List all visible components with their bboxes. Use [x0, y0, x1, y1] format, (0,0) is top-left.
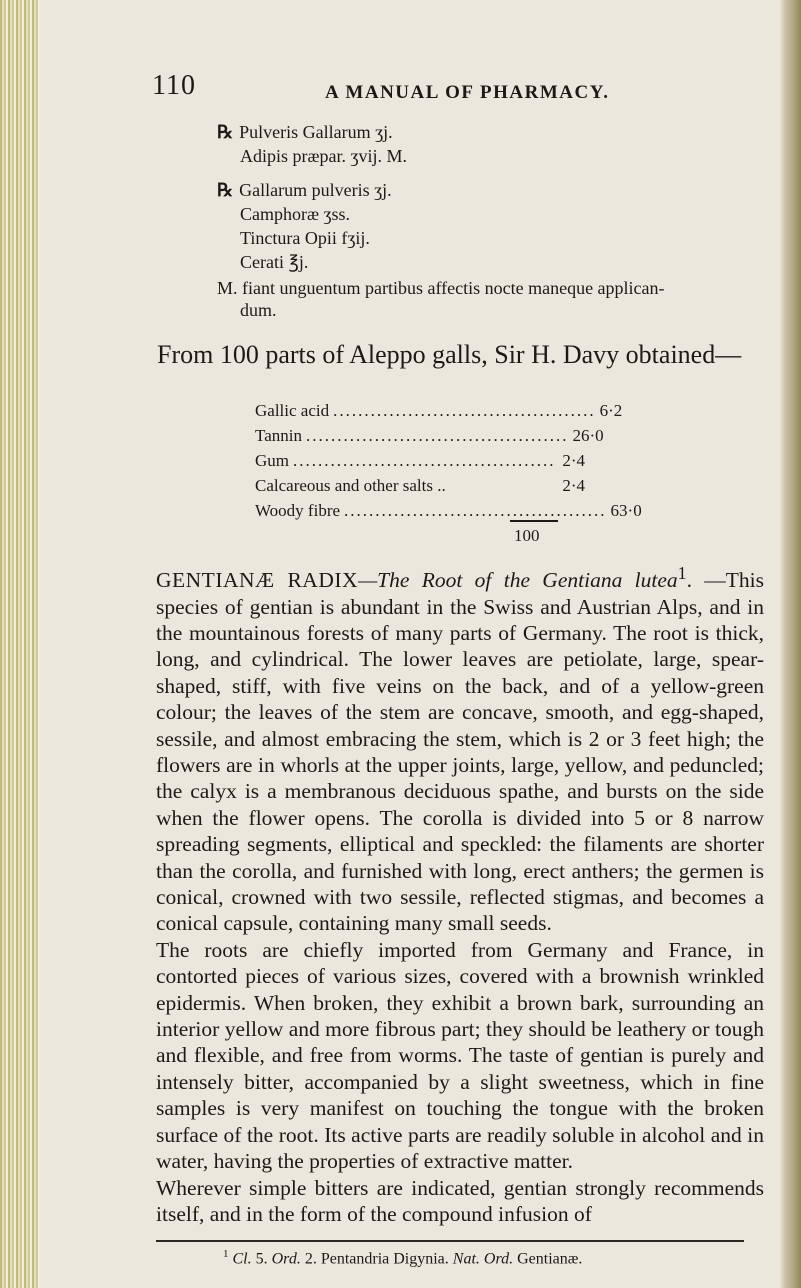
article-body — [156, 560, 764, 1227]
prescription-2-line-3: Tinctura Opii fʒij. — [240, 228, 370, 248]
footnote-mark: 1 — [223, 1248, 229, 1260]
table-row: Calcareous and other salts .. 2·4 — [255, 475, 585, 495]
prescription-2-directions: M. fiant unguentum partibus affectis nocte maneque applican- — [217, 278, 665, 298]
running-title: A MANUAL OF PHARMACY. — [325, 82, 610, 103]
recipe-symbol: ℞ — [217, 122, 234, 142]
prescription-1-line-1: ℞ Pulveris Gallarum ʒj. — [217, 122, 393, 142]
binding-gutter-left — [0, 0, 40, 1288]
footnote-rule — [156, 1240, 744, 1242]
analysis-table — [255, 398, 642, 523]
total-rule — [510, 520, 558, 522]
analysis-total: 100 — [514, 526, 540, 545]
table-row: Gum .......................................... 2·4 — [255, 450, 585, 470]
article-paragraph-2: The roots are chiefly imported from Germany and France, in contorted pieces of various sizes, covered with a brownish wrinkled epidermis. When broken, they exhibit a brown bark, surrounding an interior yellow and more fibrous part; they should be leathery or tough and flexible, and free from worms. The taste of gentian is purely and intensely bitter, accompanied by a slight sweetness, which in fine samples is very manifest on touching the tongue with the broken surface of the root. Its active parts are readily soluble in alcohol and in water, having the properties of extractive matter. — [156, 937, 764, 1174]
table-row: Gallic acid .......................................... 6·2 — [255, 400, 623, 420]
prescription-2-line-4: Cerati ℥j. — [240, 252, 309, 272]
article-paragraph-3: Wherever simple bitters are indicated, gentian strongly recommends itself, and in the form of the compound infusion of — [156, 1175, 764, 1226]
page-number: 110 — [152, 70, 196, 101]
recipe-symbol: ℞ — [217, 180, 234, 200]
prescription-2-line-2: Camphoræ ʒss. — [240, 204, 350, 224]
table-row: Tannin .......................................... 26·0 — [255, 425, 604, 445]
table-row: Woody fibre .......................................... 63·0 — [255, 500, 642, 520]
footnote: $^1$ Cl. 5. Ord. 2. Pentandria Digynia. Nat. Ord. Gentianæ. — [223, 1248, 583, 1268]
footnote-ref: 1 — [677, 563, 687, 583]
article-paragraph-1: GENTIANÆ RADIX—The Root of the Gentiana lutea$^1$. —This species of gentian is abundant in the Swiss and Austrian Alps, and in the mountainous forests of many parts of Germany. The root is thick, long, and cylindrical. The lower leaves are petiolate, large, spear-shaped, stiff, with five veins on the back, and of a yellow-green colour; the leaves of the stem are concave, smooth, and egg-shaped, sessile, and almost embracing the stem, which is 2 or 3 feet high; the flowers are in whorls at the upper joints, large, yellow, and peduncled; the calyx is a membranous deciduous spathe, and bursts on the side when the flower opens. The corolla is divided into 5 or 8 narrow spreading segments, elliptical and speckled: the filaments are shorter than the corolla, and furnished with long, erect anthers; the germen is conical, crowned with two sessile, reflected stigmas, and becomes a conical capsule, containing many small seeds. — [156, 563, 765, 936]
analysis-heading: From 100 parts of Aleppo galls, Sir H. Davy obtained— — [157, 340, 742, 369]
book-page — [40, 0, 779, 1288]
prescription-1-line-2: Adipis præpar. ʒvij. M. — [240, 146, 407, 166]
prescription-2-line-1: ℞ Gallarum pulveris ʒj. — [217, 180, 392, 200]
prescription-2-directions-end: dum. — [240, 300, 277, 320]
article-subtitle: —The Root of the Gentiana lutea — [358, 568, 678, 593]
page-edge-right — [779, 0, 801, 1288]
article-title: GENTIANÆ RADIX — [156, 568, 359, 593]
